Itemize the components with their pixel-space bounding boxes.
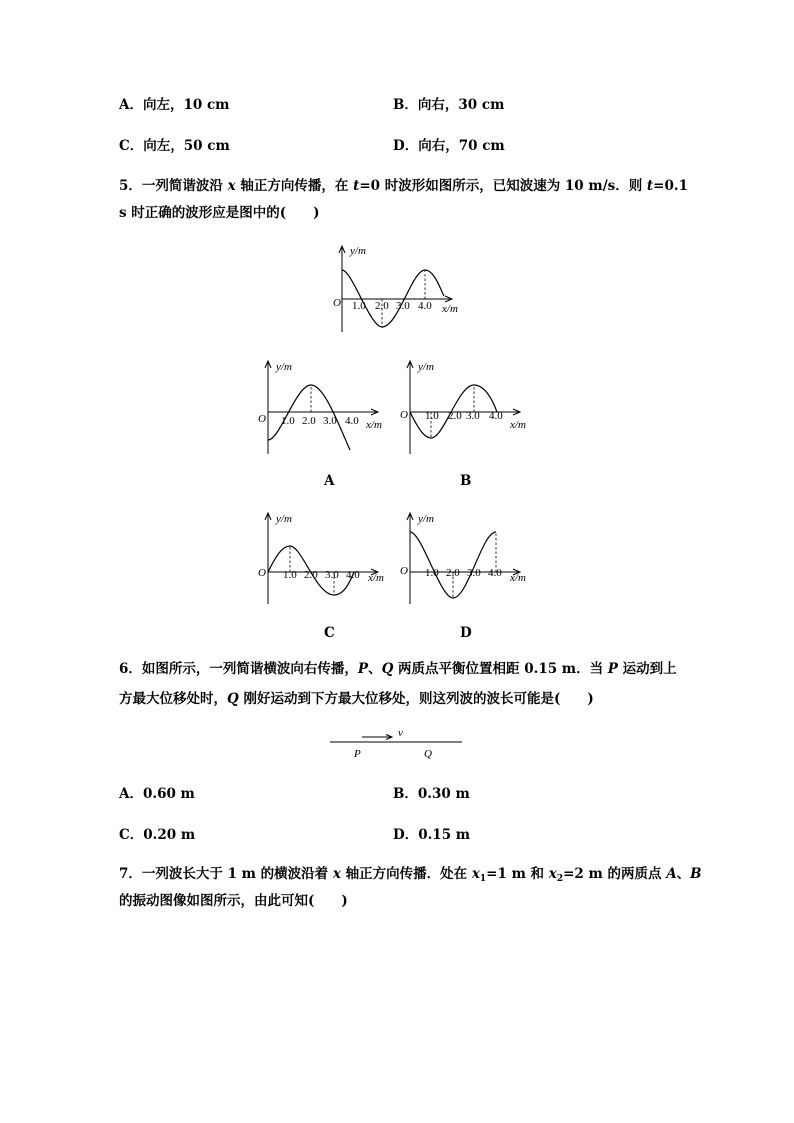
tick-label: 3.0 xyxy=(323,415,337,427)
tick-label: 3.0 xyxy=(466,410,480,422)
tick-label: 2.0 xyxy=(304,569,318,581)
q4-option-c: C．向左，50 cm xyxy=(119,138,230,154)
tick-label: 2.0 xyxy=(448,410,462,422)
q6-wave-diagram xyxy=(328,726,468,766)
tick-label: 4.0 xyxy=(488,567,502,579)
tick-label: 1.0 xyxy=(283,569,297,581)
q7-line-1: 7．一列波长大于 1 m 的横波沿着 x 轴正方向传播．处在 $x_1=1$ m 和 $x_2=2$ m 的两质点 A、B xyxy=(119,866,702,884)
y-axis-label: y/m xyxy=(276,361,292,373)
tick-label: 1.0 xyxy=(425,567,439,579)
q6-option-a: A．0.60 m xyxy=(119,786,195,802)
y-axis-label: y/m xyxy=(276,513,292,525)
tick-label: 2.0 xyxy=(375,300,389,312)
x-axis-label: x/m xyxy=(366,419,382,431)
tick-label: 4.0 xyxy=(489,410,503,422)
q5-option-label-c: C xyxy=(324,625,335,641)
tick-label: 2.0 xyxy=(302,415,316,427)
tick-label: 4.0 xyxy=(418,300,432,312)
q5-line-1: 5．一列简谐波沿 x 轴正方向传播，在 t=0 时波形如图所示，已知波速为 10 m/s．则 t=0.1 xyxy=(119,178,688,194)
q5-graph-d xyxy=(400,510,540,610)
x-axis-label: x/m xyxy=(368,572,384,584)
tick-label: 1.0 xyxy=(425,410,439,422)
velocity-label: v xyxy=(398,727,403,739)
tick-label: 1.0 xyxy=(352,300,366,312)
origin-label: O xyxy=(333,297,341,309)
q5-graph-a xyxy=(258,358,398,458)
tick-label: 3.0 xyxy=(467,567,481,579)
q5-main-wave-graph xyxy=(330,240,470,340)
q5-graph-b xyxy=(400,358,540,458)
q5-graph-c xyxy=(258,510,398,610)
q7-line-2: 的振动图像如图所示，由此可知( ) xyxy=(119,893,348,909)
point-q-label: Q xyxy=(424,748,432,760)
q5-line-2: s 时正确的波形应是图中的( ) xyxy=(119,205,320,221)
y-axis-label: y/m xyxy=(350,245,366,257)
q4-option-d: D．向右，70 cm xyxy=(393,138,505,154)
x-axis-label: x/m xyxy=(442,303,458,315)
y-axis-label: y/m xyxy=(418,513,434,525)
q6-line-1: 6．如图所示，一列简谐横波向右传播，P、Q 两质点平衡位置相距 0.15 m．当 P 运动到上 xyxy=(119,661,677,677)
q4-option-b: B．向右，30 cm xyxy=(393,97,505,113)
q5-option-label-a: A xyxy=(324,473,335,489)
origin-label: O xyxy=(258,413,266,425)
tick-label: 2.0 xyxy=(446,567,460,579)
tick-label: 4.0 xyxy=(345,415,359,427)
tick-label: 3.0 xyxy=(325,569,339,581)
x-axis-label: x/m xyxy=(510,419,526,431)
q5-option-label-d: D xyxy=(460,625,472,641)
q6-line-2: 方最大位移处时，Q 刚好运动到下方最大位移处，则这列波的波长可能是( ) xyxy=(119,691,594,707)
origin-label: O xyxy=(400,565,408,577)
point-p-label: P xyxy=(354,748,361,760)
q4-option-a: A．向左，10 cm xyxy=(119,97,230,113)
q6-option-c: C．0.20 m xyxy=(119,827,196,843)
q5-option-label-b: B xyxy=(460,473,472,489)
q6-option-d: D．0.15 m xyxy=(393,827,471,843)
tick-label: 1.0 xyxy=(281,415,295,427)
x-axis-label: x/m xyxy=(510,572,526,584)
tick-label: 3.0 xyxy=(396,300,410,312)
origin-label: O xyxy=(400,409,408,421)
tick-label: 4.0 xyxy=(346,569,360,581)
y-axis-label: y/m xyxy=(418,361,434,373)
q6-option-b: B．0.30 m xyxy=(393,786,470,802)
origin-label: O xyxy=(258,567,266,579)
